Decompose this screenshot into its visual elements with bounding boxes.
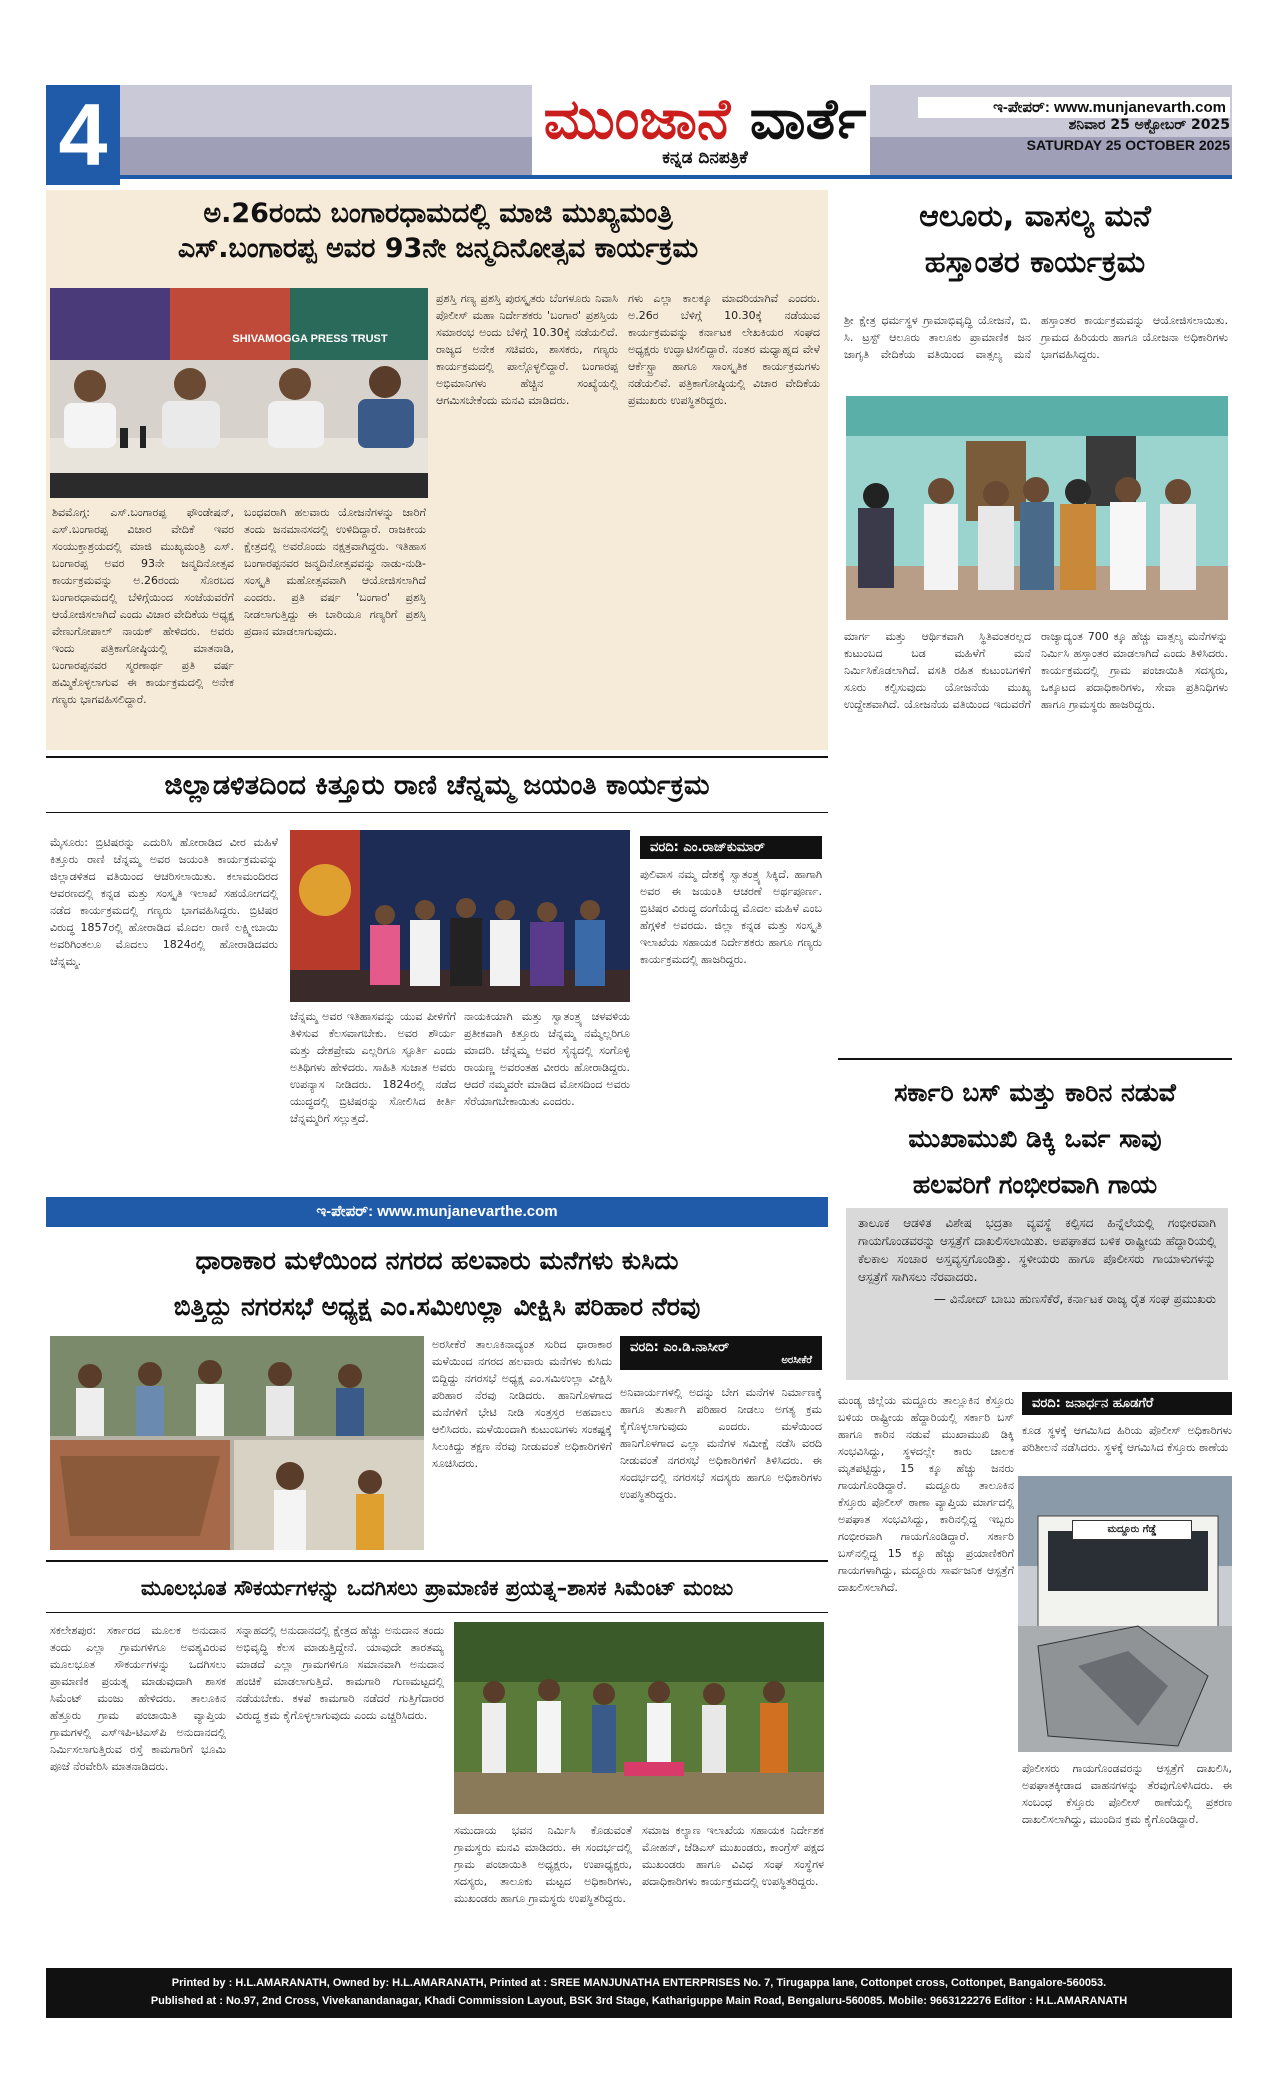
headline-line: ಆಲೂರು, ವಾಸಲ್ಯ ಮನೆ bbox=[919, 199, 1151, 234]
byline-place: ಅರಸೀಕೆರೆ bbox=[781, 1355, 812, 1366]
house-handover-photo-art bbox=[846, 396, 1228, 620]
story-accident-headline bbox=[838, 1070, 1232, 1208]
headline-line: ಎಸ್.ಬಂಗಾರಪ್ಪ ಅವರ 93ನೇ ಜನ್ಮದಿನೋತ್ಸವ ಕಾರ್ಯಕ್ರಮ bbox=[177, 233, 699, 265]
rain-damage-photo-art bbox=[50, 1336, 424, 1550]
story-aluru-headline bbox=[838, 194, 1232, 286]
headline-line: ಬಿತ್ತಿದ್ದು ನಗರಸಭೆ ಅಧ್ಯಕ್ಷ ಎಂ.ಸಮಿಉಲ್ಲಾ ವೀಕ್ಷಿಸಿ ಪರಿಹಾರ ನೆರವು bbox=[173, 1292, 701, 1321]
masthead-underline bbox=[120, 175, 1232, 179]
section-divider bbox=[46, 1612, 828, 1613]
story-accident-summary bbox=[846, 1208, 1228, 1380]
epaper-link-bar[interactable]: ಇ-ಪೇಪರ್: www.munjanevarthe.com bbox=[46, 1197, 828, 1227]
masthead-date-kannada: ಶನಿವಾರ 25 ಅಕ್ಟೋಬರ್ 2025 bbox=[1068, 117, 1230, 133]
story-infrastructure-col1: ಸಕಲೇಶಪುರ: ಸರ್ಕಾರದ ಮೂಲಕ ಅನುದಾನ ತಂದು ಎಲ್ಲಾ ಗ್ರಾಮಗಳಿಗೂ ಅವಶ್ಯವಿರುವ ಮೂಲಭೂತ ಸೌಕರ್ಯಗಳನ್ನು ಒದಗಿಸಲು ಪ್ರಾಮಾಣಿಕ ಪ್ರಯತ್ನ ಮಾಡುವುದಾಗಿ ಶಾಸಕ ಸಿಮೆಂಟ್ ಮಂಜು ಹೇಳಿದರು. ತಾಲೂಕಿನ ಹೆತ್ತೂರು ಗ್ರಾಮ ಪಂಚಾಯಿತಿ ವ್ಯಾಪ್ತಿಯ ಗ್ರಾಮಗಳಲ್ಲಿ ಎಸ್‌ಇಪಿ-ಟಿಎಸ್‌ಪಿ ಅನುದಾನದಲ್ಲಿ ನಿರ್ಮಿಸಲಾಗುತ್ತಿರುವ ರಸ್ತೆ ಕಾಮಗಾರಿಗೆ ಭೂಮಿ ಪೂಜೆ ನೆರವೇರಿಸಿ ಮಾತನಾಡಿದರು. bbox=[50, 1624, 226, 1773]
section-divider bbox=[46, 756, 828, 758]
story-bangarappa-col2: ಬಂಧವರಾಗಿ ಹಲವಾರು ಯೋಜನೆಗಳನ್ನು ಜಾರಿಗೆ ತಂದು ಜನಮಾನಸದಲ್ಲಿ ಉಳಿದಿದ್ದಾರೆ. ರಾಜಕೀಯ ಕ್ಷೇತ್ರದಲ್ಲಿ ಅವರೊಂದು ನಕ್ಷತ್ರವಾಗಿದ್ದರು. ಇತಿಹಾಸ ಬಂಗಾರಪ್ಪನವರ ಜನ್ಮದಿನೋತ್ಸವವನ್ನು ನಾಡು-ನುಡಿ-ಸಂಸ್ಕೃತಿ ಮಹೋತ್ಸವವಾಗಿ ಆಯೋಜಿಸಲಾಗಿದೆ ಎಂದರು. ಪ್ರತಿ ವರ್ಷ 'ಬಂಗಾರ' ಪ್ರಶಸ್ತಿ ನೀಡಲಾಗುತ್ತಿದ್ದು ಈ ಬಾರಿಯೂ ಗಣ್ಯರಿಗೆ ಪ್ರಶಸ್ತಿ ಪ್ರದಾನ ಮಾಡಲಾಗುವುದು. bbox=[244, 506, 426, 638]
photo-banner-text: SHIVAMOGGA PRESS TRUST bbox=[232, 333, 388, 345]
bus-destination-sign: ಮದ್ದೂರು ಗೆಡ್ಡೆ bbox=[1072, 1520, 1192, 1540]
rain-damage-photo bbox=[50, 1336, 424, 1550]
imprint-line: Printed by : H.L.AMARANATH, Owned by: H.L.AMARANATH, Printed at : SREE MANJUNATHA ENTERPRISES No. 7, Tirugappa lane, Cottonpet cross, Cottonpet, Bangalore-560053. bbox=[171, 1977, 1107, 1989]
story-accident-col2-bottom: ಪೊಲೀಸರು ಗಾಯಗೊಂಡವರನ್ನು ಆಸ್ಪತ್ರೆಗೆ ದಾಖಲಿಸಿ, ಅಪಘಾತಕ್ಕೀಡಾದ ವಾಹನಗಳನ್ನು ತೆರವುಗೊಳಿಸಿದರು. ಈ ಸಂಬಂಧ ಕೆಸ್ತೂರು ಪೊಲೀಸ್ ಠಾಣೆಯಲ್ಲಿ ಪ್ರಕರಣ ದಾಖಲಿಸಲಾಗಿದ್ದು, ಮುಂದಿನ ಕ್ರಮ ಕೈಗೊಂಡಿದ್ದಾರೆ. bbox=[1022, 1762, 1232, 1826]
chennamma-event-photo-art bbox=[290, 830, 630, 1002]
story-accident-col1: ಮಂಡ್ಯ ಜಿಲ್ಲೆಯ ಮದ್ದೂರು ತಾಲ್ಲೂಕಿನ ಕೆಸ್ತೂರು ಬಳಿಯ ರಾಷ್ಟ್ರೀಯ ಹೆದ್ದಾರಿಯಲ್ಲಿ ಸರ್ಕಾರಿ ಬಸ್ ಹಾಗೂ ಕಾರಿನ ನಡುವೆ ಮುಖಾಮುಖಿ ಡಿಕ್ಕಿ ಸಂಭವಿಸಿದ್ದು, ಸ್ಥಳದಲ್ಲೇ ಕಾರು ಚಾಲಕ ಮೃತಪಟ್ಟಿದ್ದು, 15 ಕ್ಕೂ ಹೆಚ್ಚು ಜನರು ಗಾಯಗೊಂಡಿದ್ದಾರೆ. ಮದ್ದೂರು ತಾಲೂಕಿನ ಕೆಸ್ತೂರು ಪೊಲೀಸ್ ಠಾಣಾ ವ್ಯಾಪ್ತಿಯ ಮಾರ್ಗದಲ್ಲಿ ಅಪಘಾತ ಸಂಭವಿಸಿದ್ದು, ಕಾರಿನಲ್ಲಿದ್ದ ಇಬ್ಬರು ಗಂಭೀರವಾಗಿ ಗಾಯಗೊಂಡಿದ್ದಾರೆ. ಸರ್ಕಾರಿ ಬಸ್‌ನಲ್ಲಿದ್ದ 15 ಕ್ಕೂ ಹೆಚ್ಚು ಪ್ರಯಾಣಿಕರಿಗೆ ಗಾಯಗಳಾಗಿದ್ದು, ಮದ್ದೂರು ಸಾರ್ವಜನಿಕ ಆಸ್ಪತ್ರೆಗೆ ದಾಖಲಿಸಲಾಗಿದೆ. bbox=[838, 1394, 1014, 1594]
story-aluru-para1: ಶ್ರೀ ಕ್ಷೇತ್ರ ಧರ್ಮಸ್ಥಳ ಗ್ರಾಮಾಭಿವೃದ್ಧಿ ಯೋಜನೆ, ಬಿ. ಸಿ. ಟ್ರಸ್ಟ್ ಆಲೂರು ತಾಲೂಕು ಪ್ರಾಮಾಣಿಕ ಜನ ಜಾಗೃತಿ ವೇದಿಕೆಯ ವತಿಯಿಂದ ವಾತ್ಸಲ್ಯ ಮನೆ ಹಸ್ತಾಂತರ ಕಾರ್ಯಕ್ರಮವನ್ನು ಆಯೋಜಿಸಲಾಯಿತು. ಗ್ರಾಮದ ಹಿರಿಯರು ಹಾಗೂ ಯೋಜನಾ ಅಧಿಕಾರಿಗಳು ಭಾಗವಹಿಸಿದ್ದರು. bbox=[844, 314, 1228, 361]
story-bangarappa-col1: ಶಿವಮೊಗ್ಗ: ಎಸ್.ಬಂಗಾರಪ್ಪ ಫೌಂಡೇಷನ್, ಎಸ್.ಬಂಗಾರಪ್ಪ ವಿಚಾರ ವೇದಿಕೆ ಇವರ ಸಂಯುಕ್ತಾಶ್ರಯದಲ್ಲಿ ಮಾಜಿ ಮುಖ್ಯಮಂತ್ರಿ ಎಸ್. ಬಂಗಾರಪ್ಪ ಅವರ 93ನೇ ಜನ್ಮದಿನೋತ್ಸವ ಕಾರ್ಯಕ್ರಮವನ್ನು ಅ.26ರಂದು ಸೊರಬದ ಬಂಗಾರಧಾಮದಲ್ಲಿ ಬೆಳಿಗ್ಗೆಯಿಂದ ಸಂಜೆಯವರೆಗೆ ಆಯೋಜಿಸಲಾಗಿದೆ ಎಂದು ವಿಚಾರ ವೇದಿಕೆಯ ಅಧ್ಯಕ್ಷ ವೇಣುಗೋಪಾಲ್ ನಾಯಕ್ ಹೇಳಿದರು. ಅವರು ಇಂದು ಪತ್ರಿಕಾಗೋಷ್ಠಿಯಲ್ಲಿ ಮಾತನಾಡಿ, ಬಂಗಾರಪ್ಪನವರ ಸ್ಮರಣಾರ್ಥ ಪ್ರತಿ ವರ್ಷ ಹಮ್ಮಿಕೊಳ್ಳಲಾಗುವ ಈ ಕಾರ್ಯಕ್ರಮದಲ್ಲಿ ಅನೇಕ ಗಣ್ಯರು ಭಾಗವಹಿಸಲಿದ್ದಾರೆ. bbox=[52, 506, 234, 706]
summary-text: ತಾಲೂಕ ಆಡಳಿತ ವಿಶೇಷ ಭದ್ರತಾ ವ್ಯವಸ್ಥೆ ಕಲ್ಪಿಸದ ಹಿನ್ನೆಲೆಯಲ್ಲಿ ಗಂಭೀರವಾಗಿ ಗಾಯಗೊಂಡವರನ್ನು ಆಸ್ಪತ್ರೆಗೆ ದಾಖಲಿಸಲಾಯಿತು. ಅಪಘಾತದ ಬಳಿಕ ರಾಷ್ಟ್ರೀಯ ಹೆದ್ದಾರಿಯಲ್ಲಿ ಕೆಲಕಾಲ ಸಂಚಾರ ಅಸ್ತವ್ಯಸ್ತಗೊಂಡಿತ್ತು. ಸ್ಥಳೀಯರು ಹಾಗೂ ಪೊಲೀಸರು ಗಾಯಾಳುಗಳನ್ನು ಆಸ್ಪತ್ರೆಗೆ ಸಾಗಿಸಲು ನೆರವಾದರು. bbox=[858, 1216, 1216, 1284]
chennamma-event-photo bbox=[290, 830, 630, 1002]
headline-line: ಧಾರಾಕಾರ ಮಳೆಯಿಂದ ನಗರದ ಹಲವಾರು ಮನೆಗಳು ಕುಸಿದು bbox=[195, 1246, 679, 1275]
headline-line: ಹಸ್ತಾಂತರ ಕಾರ್ಯಕ್ರಮ bbox=[924, 245, 1146, 280]
story-infrastructure-col3: ಸಮುದಾಯ ಭವನ ನಿರ್ಮಿಸಿ ಕೊಡುವಂತೆ ಗ್ರಾಮಸ್ಥರು ಮನವಿ ಮಾಡಿದರು. ಈ ಸಂದರ್ಭದಲ್ಲಿ ಗ್ರಾಮ ಪಂಚಾಯಿತಿ ಅಧ್ಯಕ್ಷರು, ಉಪಾಧ್ಯಕ್ಷರು, ಸದಸ್ಯರು, ತಾಲೂಕು ಮಟ್ಟದ ಅಧಿಕಾರಿಗಳು, ಮುಖಂಡರು ಹಾಗೂ ಗ್ರಾಮಸ್ಥರು ಉಪಸ್ಥಿತರಿದ್ದರು. bbox=[454, 1824, 632, 1905]
section-divider bbox=[46, 1560, 828, 1562]
press-meet-photo bbox=[50, 288, 428, 498]
story-infrastructure-col4: ಸಮಾಜ ಕಲ್ಯಾಣ ಇಲಾಖೆಯ ಸಹಾಯಕ ನಿರ್ದೇಶಕ ಮೋಹನ್, ಜೆಡಿಎಸ್ ಮುಖಂಡರು, ಕಾಂಗ್ರೆಸ್ ಪಕ್ಷದ ಮುಖಂಡರು ಹಾಗೂ ವಿವಿಧ ಸಂಘ ಸಂಸ್ಥೆಗಳ ಪದಾಧಿಕಾರಿಗಳು ಕಾರ್ಯಕ್ರಮದಲ್ಲಿ ಉಪಸ್ಥಿತರಿದ್ದರು. bbox=[642, 1824, 824, 1888]
masthead-title bbox=[540, 88, 870, 152]
headline-line: ಸರ್ಕಾರಿ ಬಸ್ ಮತ್ತು ಕಾರಿನ ನಡುವೆ bbox=[894, 1078, 1176, 1107]
story-accident-byline: ವರದಿ: ಜನಾರ್ಧನ ಹೂಡಗೆರೆ bbox=[1022, 1392, 1232, 1415]
story-aluru-para2: ಮಾರ್ಗ ಮತ್ತು ಆರ್ಥಿಕವಾಗಿ ಸ್ಥಿತಿವಂತರಲ್ಲದ ಕುಟುಂಬದ ಬಡ ಮಹಿಳೆಗೆ ಮನೆ ನಿರ್ಮಿಸಿಕೊಡಲಾಗಿದೆ. ವಸತಿ ರಹಿತ ಕುಟುಂಬಗಳಿಗೆ ಸೂರು ಕಲ್ಪಿಸುವುದು ಯೋಜನೆಯ ಮುಖ್ಯ ಉದ್ದೇಶವಾಗಿದೆ. ಯೋಜನೆಯ ವತಿಯಿಂದ ಇದುವರೆಗೆ ರಾಜ್ಯಾದ್ಯಂತ 700 ಕ್ಕೂ ಹೆಚ್ಚು ವಾತ್ಸಲ್ಯ ಮನೆಗಳನ್ನು ನಿರ್ಮಿಸಿ ಹಸ್ತಾಂತರ ಮಾಡಲಾಗಿದೆ ಎಂದು ತಿಳಿಸಿದರು. ಕಾರ್ಯಕ್ರಮದಲ್ಲಿ ಗ್ರಾಮ ಪಂಚಾಯಿತಿ ಸದಸ್ಯರು, ಒಕ್ಕೂಟದ ಪದಾಧಿಕಾರಿಗಳು, ಸೇವಾ ಪ್ರತಿನಿಧಿಗಳು ಹಾಗೂ ಗ್ರಾಮಸ್ಥರು ಹಾಜರಿದ್ದರು. bbox=[844, 630, 1228, 711]
page-number: 4 bbox=[46, 85, 120, 185]
masthead-bar-left bbox=[120, 85, 532, 137]
masthead-bar-left-lower bbox=[120, 137, 532, 175]
imprint-line: Published at : No.97, 2nd Cross, Vivekanandanagar, Khadi Commission Layout, BSK 3rd Stage, Kathariguppe Main Road, Bengaluru-560085. Mobile: 9663122276 Editor : H.L.AMARANATH bbox=[150, 1995, 1128, 2007]
story-chennamma-col4: ಪುಲಿವಾಸ ನಮ್ಮ ದೇಶಕ್ಕೆ ಸ್ವಾತಂತ್ರ್ಯ ಸಿಕ್ಕಿದೆ. ಹಾಗಾಗಿ ಅವರ ಈ ಜಯಂತಿ ಆಚರಣೆ ಅರ್ಥಪೂರ್ಣ. ಬ್ರಿಟಿಷರ ವಿರುದ್ಧ ದಂಗೆಯೆದ್ದ ಮೊದಲ ಮಹಿಳೆ ಎಂಬ ಹೆಗ್ಗಳಿಕೆ ಅವರದು. ಜಿಲ್ಲಾ ಕನ್ನಡ ಮತ್ತು ಸಂಸ್ಕೃತಿ ಇಲಾಖೆಯ ಸಹಾಯಕ ನಿರ್ದೇಶಕರು ಹಾಗೂ ಗಣ್ಯರು ಕಾರ್ಯಕ್ರಮದಲ್ಲಿ ಹಾಜರಿದ್ದರು. bbox=[640, 868, 822, 966]
masthead-subtitle: ಕನ್ನಡ ದಿನಪತ್ರಿಕೆ bbox=[662, 148, 748, 168]
story-rain-col2: ಅನಿವಾರ್ಯಗಳಲ್ಲಿ ಅದನ್ನು ಬೇಗ ಮನೆಗಳ ನಿರ್ಮಾಣಕ್ಕೆ ಹಾಗೂ ತುರ್ತಾಗಿ ಪರಿಹಾರ ನೀಡಲು ಅಗತ್ಯ ಕ್ರಮ ಕೈಗೊಳ್ಳಲಾಗುವುದು ಎಂದರು. ಮಳೆಯಿಂದ ಹಾನಿಗೊಳಗಾದ ಎಲ್ಲಾ ಮನೆಗಳ ಸಮೀಕ್ಷೆ ನಡೆಸಿ ವರದಿ ನೀಡುವಂತೆ ನಗರಸಭೆ ಅಧಿಕಾರಿಗಳಿಗೆ ತಿಳಿಸಿದರು. ಈ ಸಂದರ್ಭದಲ್ಲಿ ನಗರಸಭೆ ಸದಸ್ಯರು ಹಾಗೂ ಅಧಿಕಾರಿಗಳು ಉಪಸ್ಥಿತರಿದ್ದರು. bbox=[620, 1386, 822, 1501]
story-rain-headline bbox=[46, 1238, 828, 1330]
story-rain-col1: ಅರಸೀಕೆರೆ ತಾಲೂಕಿನಾದ್ಯಂತ ಸುರಿದ ಧಾರಾಕಾರ ಮಳೆಯಿಂದ ನಗರದ ಹಲವಾರು ಮನೆಗಳು ಕುಸಿದು ಬಿದ್ದಿದ್ದು ನಗರಸಭೆ ಅಧ್ಯಕ್ಷ ಎಂ.ಸಮಿಉಲ್ಲಾ ವೀಕ್ಷಿಸಿ ಪರಿಹಾರ ನೆರವು ನೀಡಿದರು. ಹಾನಿಗೊಳಗಾದ ಮನೆಗಳಿಗೆ ಭೇಟಿ ನೀಡಿ ಸಂತ್ರಸ್ತರ ಅಹವಾಲು ಆಲಿಸಿದರು. ಮಳೆಯಿಂದಾಗಿ ಕುಟುಂಬಗಳು ಸಂಕಷ್ಟಕ್ಕೆ ಸಿಲುಕಿದ್ದು ತಕ್ಷಣ ನೆರವು ನೀಡುವಂತೆ ಅಧಿಕಾರಿಗಳಿಗೆ ಸೂಚಿಸಿದರು. bbox=[432, 1338, 612, 1470]
story-bangarappa-col3: ಪ್ರಶಸ್ತಿ ಗಣ್ಯ ಪ್ರಶಸ್ತಿ ಪುರಸ್ಕೃತರು ಬೆಂಗಳೂರು ನಿವಾಸಿ ಪೊಲೀಸ್ ಮಹಾ ನಿರ್ದೇಶಕರು 'ಬಂಗಾರ' ಪ್ರಶಸ್ತಿಯ ಸಮಾರಂಭ ಅಂದು ಬೆಳಿಗ್ಗೆ 10.30ಕ್ಕೆ ನಡೆಯಲಿದೆ. ರಾಜ್ಯದ ಅನೇಕ ಸಚಿವರು, ಶಾಸಕರು, ಗಣ್ಯರು ಕಾರ್ಯಕ್ರಮದಲ್ಲಿ ಪಾಲ್ಗೊಳ್ಳಲಿದ್ದಾರೆ. ಬಂಗಾರಪ್ಪ ಅಭಿಮಾನಿಗಳು ಹೆಚ್ಚಿನ ಸಂಖ್ಯೆಯಲ್ಲಿ ಆಗಮಿಸಬೇಕೆಂದು ಮನವಿ ಮಾಡಿದರು. bbox=[436, 292, 618, 407]
imprint-footer bbox=[46, 1968, 1232, 2018]
story-accident-col2-top: ಕೂಡ ಸ್ಥಳಕ್ಕೆ ಆಗಮಿಸಿದ ಹಿರಿಯ ಪೊಲೀಸ್ ಅಧಿಕಾರಿಗಳು ಪರಿಶೀಲನೆ ನಡೆಸಿದರು. ಸ್ಥಳಕ್ಕೆ ಆಗಮಿಸಿದ ಕೆಸ್ತೂರು ಠಾಣೆಯ bbox=[1022, 1424, 1232, 1454]
headline-line: ಹಲವರಿಗೆ ಗಂಭೀರವಾಗಿ ಗಾಯ bbox=[912, 1170, 1158, 1199]
groundbreaking-photo bbox=[454, 1622, 824, 1814]
section-divider bbox=[838, 1058, 1232, 1060]
story-infrastructure-col2: ಸನ್ನಾಹದಲ್ಲಿ ಅನುದಾನದಲ್ಲಿ ಕ್ಷೇತ್ರದ ಹೆಚ್ಚು ಅನುದಾನ ತಂದು ಅಭಿವೃದ್ಧಿ ಕೆಲಸ ಮಾಡುತ್ತಿದ್ದೇನೆ. ಯಾವುದೇ ತಾರತಮ್ಯ ಮಾಡದೆ ಎಲ್ಲಾ ಗ್ರಾಮಗಳಿಗೂ ಸಮಾನವಾಗಿ ಅನುದಾನ ಹಂಚಿಕೆ ಮಾಡಲಾಗುತ್ತಿದೆ. ಕಾಮಗಾರಿ ಗುಣಮಟ್ಟದಲ್ಲಿ ನಡೆಯಬೇಕು. ಕಳಪೆ ಕಾಮಗಾರಿ ನಡೆದರೆ ಗುತ್ತಿಗೆದಾರರ ವಿರುದ್ಧ ಕ್ರಮ ಕೈಗೊಳ್ಳಲಾಗುವುದು ಎಂದು ಎಚ್ಚರಿಸಿದರು. bbox=[236, 1624, 444, 1722]
masthead-website[interactable]: ಇ-ಪೇಪರ್: www.munjanevarth.com bbox=[918, 97, 1230, 118]
section-divider bbox=[46, 812, 828, 813]
headline-line: ಮುಖಾಮುಖಿ ಡಿಕ್ಕಿ ಒರ್ವ ಸಾವು bbox=[908, 1124, 1162, 1153]
story-chennamma-col3: ನಾಯಕಿಯಾಗಿ ಮತ್ತು ಸ್ವಾತಂತ್ರ್ಯ ಚಳವಳಿಯ ಪ್ರತೀಕವಾಗಿ ಕಿತ್ತೂರು ಚೆನ್ನಮ್ಮ ನಮ್ಮೆಲ್ಲರಿಗೂ ಮಾದರಿ. ಚೆನ್ನಮ್ಮ ಅವರ ಸೈನ್ಯದಲ್ಲಿ ಸಂಗೊಳ್ಳಿ ರಾಯಣ್ಣ ಅವರಂತಹ ವೀರರು ಹೋರಾಡಿದ್ದರು. ಆದರೆ ನಮ್ಮವರೇ ಮಾಡಿದ ಮೋಸದಿಂದ ಅವರು ಸೆರೆಯಾಗಬೇಕಾಯಿತು ಎಂದರು. bbox=[464, 1010, 630, 1108]
summary-credit: — ವಿನೋದ್ ಬಾಬು ಹುಣಸೆಕೆರೆ, ಕರ್ನಾಟಕ ರಾಜ್ಯ ರೈತ ಸಂಘ ಪ್ರಮುಖರು bbox=[933, 1292, 1216, 1306]
story-chennamma-byline: ವರದಿ: ಎಂ.ರಾಜ್‌ಕುಮಾರ್ bbox=[640, 836, 822, 859]
story-bangarappa-col4: ಗಳು ಎಲ್ಲಾ ಕಾಲಕ್ಕೂ ಮಾದರಿಯಾಗಿವೆ ಎಂದರು. ಅ.26ರ ಬೆಳಿಗ್ಗೆ 10.30ಕ್ಕೆ ನಡೆಯುವ ಕಾರ್ಯಕ್ರಮವನ್ನು ಕರ್ನಾಟಕ ಲೇಖಕಿಯರ ಸಂಘದ ಅಧ್ಯಕ್ಷರು ಉದ್ಘಾಟಿಸಲಿದ್ದಾರೆ. ನಂತರ ಮಧ್ಯಾಹ್ನದ ವೇಳೆ ಆರ್ಕೆಸ್ಟ್ರಾ ಹಾಗೂ ಸಾಂಸ್ಕೃತಿಕ ಕಾರ್ಯಕ್ರಮಗಳು ನಡೆಯಲಿವೆ. ಪತ್ರಿಕಾಗೋಷ್ಠಿಯಲ್ಲಿ ವಿಚಾರ ವೇದಿಕೆಯ ಪ್ರಮುಖರು ಉಪಸ್ಥಿತರಿದ್ದರು. bbox=[628, 292, 820, 407]
press-meet-photo-art bbox=[50, 288, 428, 498]
masthead-title-black: ವಾರ್ತೆ bbox=[749, 87, 867, 152]
house-handover-photo bbox=[846, 396, 1228, 620]
accident-bus-photo bbox=[1018, 1476, 1232, 1752]
byline-name: ವರದಿ: ಎಂ.ಡಿ.ನಾಸೀರ್ bbox=[630, 1340, 730, 1355]
story-infrastructure-headline: ಮೂಲಭೂತ ಸೌಕರ್ಯಗಳನ್ನು ಒದಗಿಸಲು ಪ್ರಾಮಾಣಿಕ ಪ್ರಯತ್ನ–ಶಾಸಕ ಸಿಮೆಂಟ್ ಮಂಜು bbox=[140, 1576, 734, 1600]
accident-bus-photo-art bbox=[1018, 1476, 1232, 1752]
groundbreaking-photo-art bbox=[454, 1622, 824, 1814]
story-chennamma-headline: ಜಿಲ್ಲಾಡಳಿತದಿಂದ ಕಿತ್ತೂರು ರಾಣಿ ಚೆನ್ನಮ್ಮ ಜಯಂತಿ ಕಾರ್ಯಕ್ರಮ bbox=[164, 770, 710, 801]
story-rain-byline bbox=[620, 1336, 822, 1370]
headline-line: ಅ.26ರಂದು ಬಂಗಾರಧಾಮದಲ್ಲಿ ಮಾಜಿ ಮುಖ್ಯಮಂತ್ರಿ bbox=[203, 198, 673, 229]
story-chennamma-col1: ಮೈಸೂರು: ಬ್ರಿಟಿಷರನ್ನು ಎದುರಿಸಿ ಹೋರಾಡಿದ ವೀರ ಮಹಿಳೆ ಕಿತ್ತೂರು ರಾಣಿ ಚೆನ್ನಮ್ಮ ಅವರ ಜಯಂತಿ ಕಾರ್ಯಕ್ರಮವನ್ನು ಜಿಲ್ಲಾಡಳಿತದ ವತಿಯಿಂದ ಆಚರಿಸಲಾಯಿತು. ಕಲಾಮಂದಿರದ ಆವರಣದಲ್ಲಿ ಕನ್ನಡ ಮತ್ತು ಸಂಸ್ಕೃತಿ ಇಲಾಖೆ ಸಹಯೋಗದಲ್ಲಿ ನಡೆದ ಕಾರ್ಯಕ್ರಮದಲ್ಲಿ ಗಣ್ಯರು ಭಾಗವಹಿಸಿದ್ದರು. ಬ್ರಿಟಿಷರ ವಿರುದ್ಧ 1857ರಲ್ಲಿ ಹೋರಾಡಿದ ಮೊದಲ ರಾಣಿ ಲಕ್ಷ್ಮೀಬಾಯಿ ಅವರಿಗಿಂತಲೂ ಮೊದಲು 1824ರಲ್ಲಿ ಹೋರಾಡಿದವರು ಚೆನ್ನಮ್ಮ. bbox=[50, 836, 278, 968]
masthead-title-red: ಮುಂಜಾನೆ bbox=[543, 87, 731, 152]
masthead-date-english: SATURDAY 25 OCTOBER 2025 bbox=[1026, 137, 1230, 153]
story-chennamma-col2: ಚೆನ್ನಮ್ಮ ಅವರ ಇತಿಹಾಸವನ್ನು ಯುವ ಪೀಳಿಗೆಗೆ ತಿಳಿಸುವ ಕೆಲಸವಾಗಬೇಕು. ಅವರ ಶೌರ್ಯ ಮತ್ತು ದೇಶಪ್ರೇಮ ಎಲ್ಲರಿಗೂ ಸ್ಫೂರ್ತಿ ಎಂದು ಅತಿಥಿಗಳು ಹೇಳಿದರು. ಸಾಹಿತಿ ಸುಜಾತ ಅವರು ಉಪನ್ಯಾಸ ನೀಡಿದರು. 1824ರಲ್ಲಿ ನಡೆದ ಯುದ್ಧದಲ್ಲಿ ಬ್ರಿಟಿಷರನ್ನು ಸೋಲಿಸಿದ ಕೀರ್ತಿ ಚೆನ್ನಮ್ಮರಿಗೆ ಸಲ್ಲುತ್ತದೆ. bbox=[290, 1010, 456, 1125]
story-bangarappa-headline bbox=[50, 196, 826, 266]
